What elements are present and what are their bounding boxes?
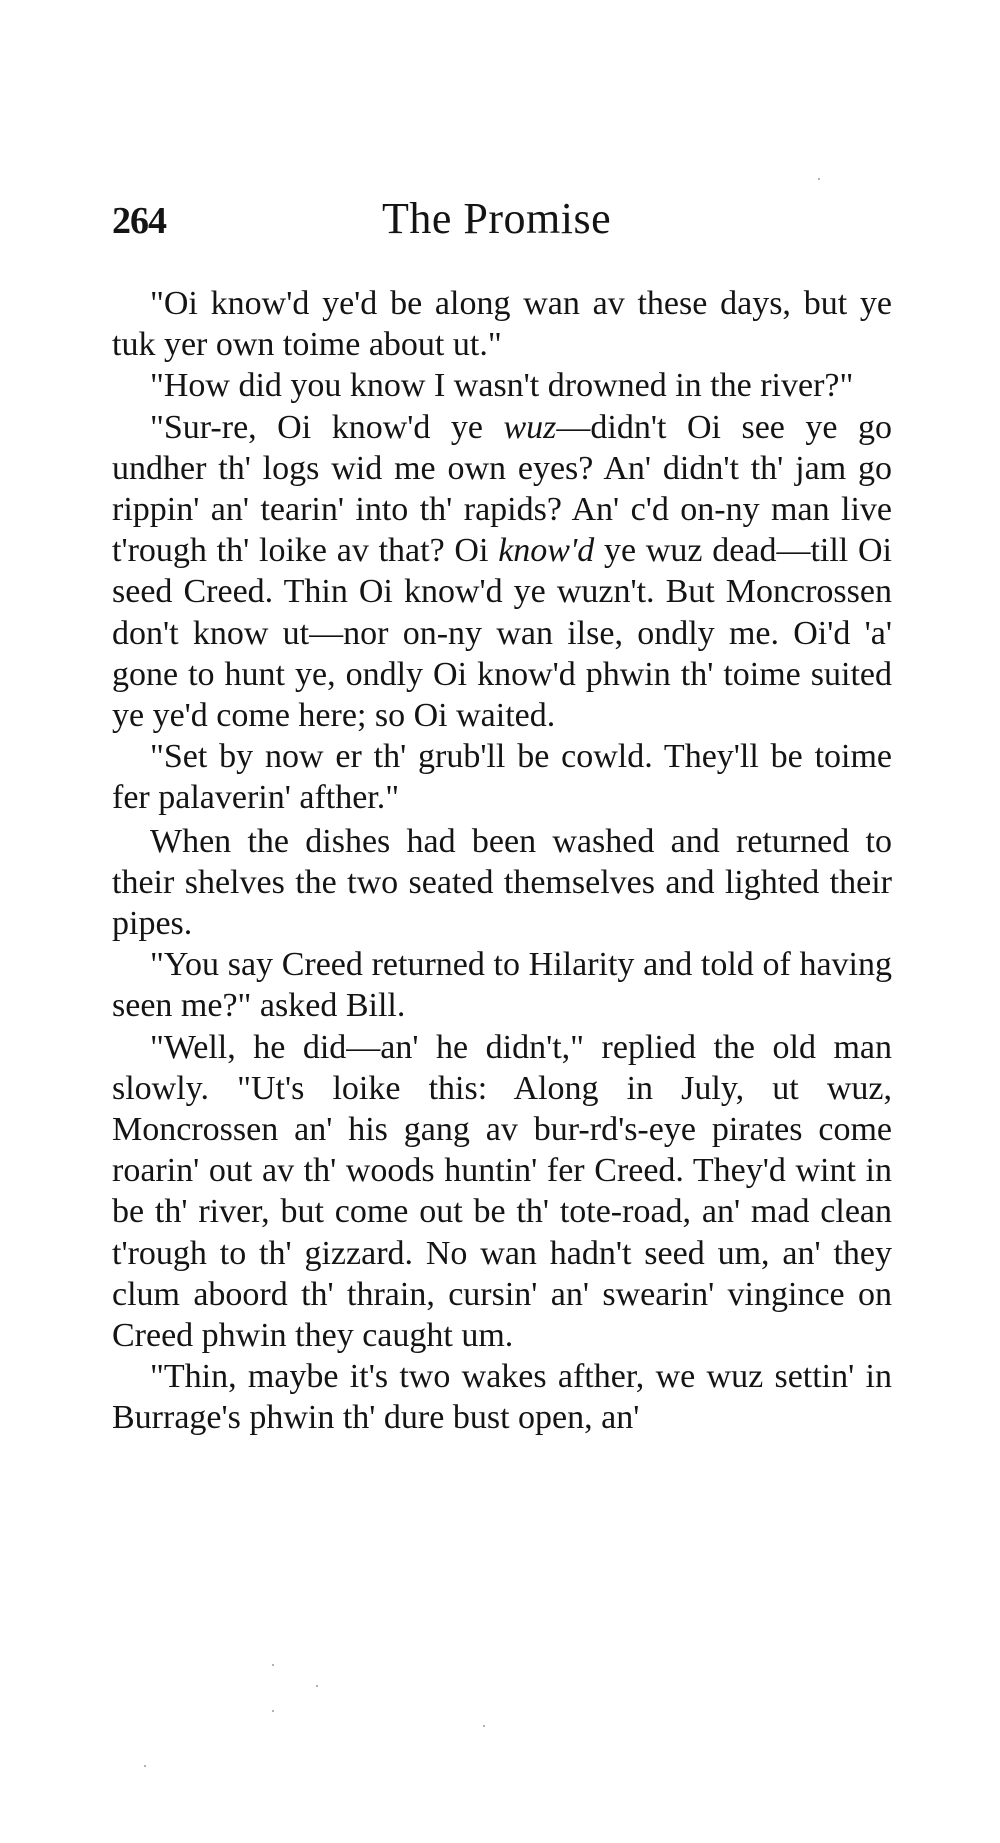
running-head (112, 193, 892, 253)
running-title: The Promise (382, 194, 612, 243)
paragraph: "Set by now er th' grub'll be cowld. They'll be toime fer palaverin' afther." (112, 738, 892, 817)
body-text (112, 283, 892, 1439)
scan-speck (272, 1710, 274, 1712)
paragraph: "Thin, maybe it's two wakes afther, we wuz settin' in Burrage's phwin th' dure bust open, an' (112, 1358, 892, 1437)
scan-speck (144, 1765, 146, 1767)
paragraph: "Sur-re, Oi know'd ye wuz—didn't Oi see ye go undher th' logs wid me own eyes? An' didn't th' jam go rippin' an' tearin' into th' rapids? An' c'd on-ny man live t'rough th' loike av that? Oi know'd ye wuz dead—till Oi seed Creed. Thin Oi know'd ye wuzn't. But Moncrossen don't know ut—nor on-ny wan ilse, ondly me. Oi'd 'a' gone to hunt ye, ondly Oi know'd phwin th' toime suited ye ye'd come here; so Oi waited. (112, 408, 893, 735)
paragraph: "You say Creed returned to Hilarity and told of having seen me?" asked Bill. (112, 946, 892, 1025)
scan-speck (483, 1725, 485, 1727)
paragraph: "How did you know I wasn't drowned in the river?" (150, 367, 854, 405)
paragraph: "Oi know'd ye'd be along wan av these days, but ye tuk yer own toime about ut." (112, 285, 892, 364)
page-number: 264 (112, 200, 166, 242)
scan-speck (818, 178, 820, 180)
emphasis: wuz (503, 408, 557, 446)
paragraph: When the dishes had been washed and returned to their shelves the two seated themselves and lighted their pipes. (112, 822, 892, 943)
scan-speck (272, 1664, 274, 1666)
scan-speck (316, 1685, 318, 1687)
paragraph: "Well, he did—an' he didn't," replied the old man slowly. "Ut's loike this: Along in July, ut wuz, Moncrossen an' his gang av bur-rd's-eye pirates come roarin' out av th' woods huntin' fer Creed. They'd wint in be th' river, but come out be th' tote-road, an' mad clean t'rough to th' gizzard. No wan hadn't seed um, an' they clum aboord th' thrain, cursin' an' swearin' vingince on Creed phwin they caught um. (112, 1028, 892, 1355)
emphasis: know'd (498, 532, 595, 570)
